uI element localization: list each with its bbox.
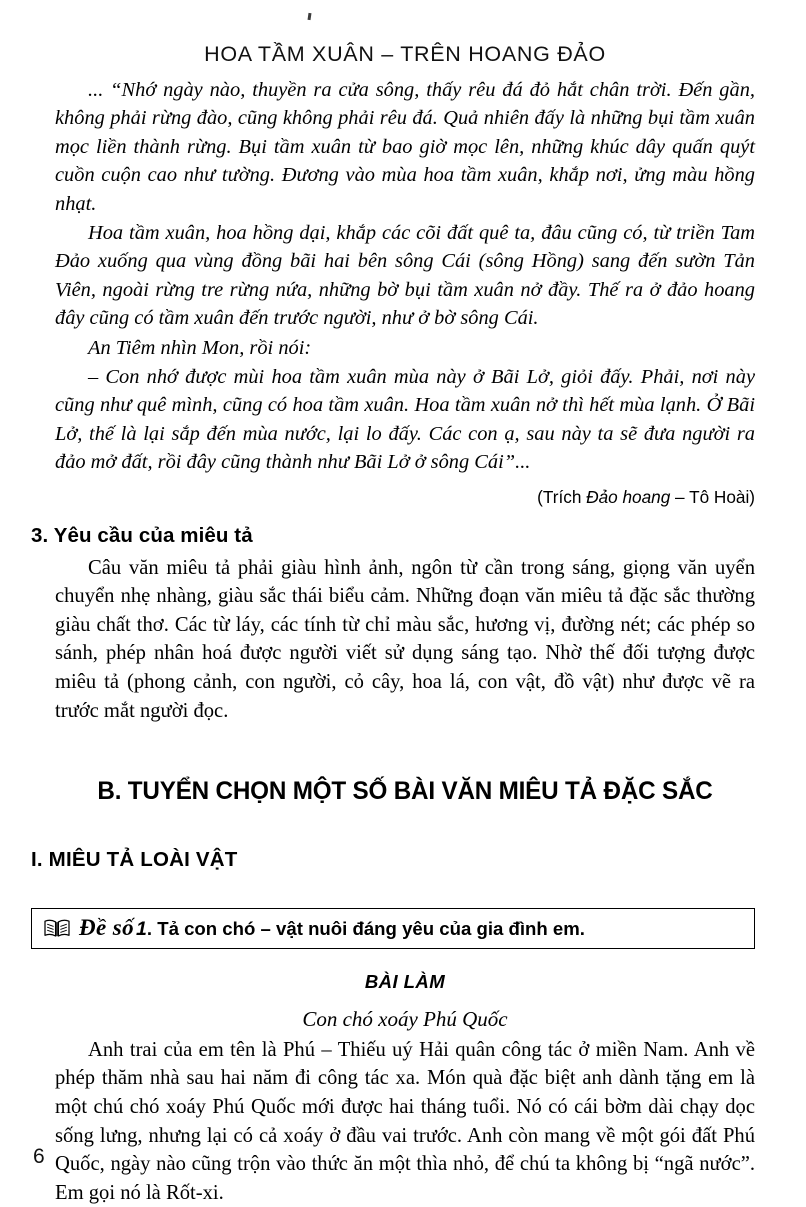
prompt-description: . Tả con chó – vật nuôi đáng yêu của gia đình em. [146,918,585,940]
attribution-work-title: Đảo hoang [586,486,671,507]
section-b-heading: B. TUYỂN CHỌN MỘT SỐ BÀI VĂN MIÊU TẢ ĐẶC SẮC [97,777,713,806]
prompt-number: 1 [136,918,147,941]
prompt-text [79,916,585,940]
essay-paragraph: Anh trai của em tên là Phú – Thiếu uý Hải quân công tác ở miền Nam. Anh về phép thăm nhà sau hai năm đi công tác xa. Món quà đặc biệt anh dành tặng em là một chú chó xoáy Phú Quốc mới được hai tháng tuổi. Nó có cái bờm dài chạy dọc sống lưng, nhưng lại có cả xoáy ở đầu vai trước. Anh còn mang về một gói đất Phú Quốc, ngày nào cũng trộn vào thức ăn một thìa nhỏ, để chú ta không bị “ngã nước”. Em gọi nó là Rốt-xi. [55,1038,755,1204]
essay-title: Con chó xoáy Phú Quốc [302,1006,508,1031]
excerpt-attribution [55,487,755,508]
attribution-prefix: (Trích [537,486,587,507]
excerpt-paragraph-3: An Tiêm nhìn Mon, rồi nói: [88,336,312,359]
attribution-suffix: – Tô Hoài) [670,486,755,507]
page-content [31,0,755,1207]
open-book-icon [44,919,70,938]
prompt-box [31,908,755,949]
section-b-subheading: I. MIÊU TẢ LOÀI VẬT [31,848,238,872]
excerpt-paragraph-4: – Con nhớ được mùi hoa tầm xuân mùa này ở Bãi Lở, giỏi đấy. Phải, nơi này cũng như quê mình, cũng có hoa tầm xuân. Hoa tầm xuân nở thì hết mùa lạnh. Ở Bãi Lở, thế là lại sắp đến mùa nước, lại lo đấy. Các con ạ, sau này ta sẽ đưa người ra đảo mở đất, rồi đây cũng thành như Bãi Lở ở sông Cái”... [55,366,755,474]
section-3-heading: 3. Yêu cầu của miêu tả [31,523,253,547]
excerpt-paragraph-1: ... “Nhớ ngày nào, thuyền ra cửa sông, thấy rêu đá đỏ hắt chân trời. Đến gần, không phải rừng đào, cũng không phải rêu đá. Quả nhiên đấy là những bụi tầm xuân mọc liền thành rừng. Bụi tầm xuân từ bao giờ mọc lên, những khúc dây quấn quýt cuồn cuộn cao như tường. Đương vào mùa hoa tầm xuân, khắp nơi, ửng màu hồng nhạt. [55,79,755,215]
excerpt-paragraph-2: Hoa tầm xuân, hoa hồng dại, khắp các cõi đất quê ta, đâu cũng có, từ triền Tam Đảo xuống qua vùng đồng bãi hai bên sông Cái (sông Hồng) sang đến sườn Tản Viên, ngoài rừng tre rừng nứa, những bờ bụi tầm xuân nở đầy. Thế ra ở đảo hoang đây cũng có tầm xuân đến trước người, như ở bờ sông Cái. [55,222,755,330]
bai-lam-heading: BÀI LÀM [364,970,446,992]
prompt-label: Đề số [79,915,135,941]
running-head: HOA TẦM XUÂN – TRÊN HOANG ĐẢO [204,42,606,66]
page-number: 6 [33,1145,45,1168]
section-3-paragraph: Câu văn miêu tả phải giàu hình ảnh, ngôn từ cần trong sáng, giọng văn uyển chuyển nhẹ nhàng, giàu sắc thái biểu cảm. Những đoạn văn miêu tả đặc sắc thường giàu chất thơ. Các từ láy, các tính từ chỉ màu sắc, hương vị, đường nét; các phép so sánh, phép nhân hoá được người viết sử dụng sáng tạo. Nhờ thế đối tượng được miêu tả (phong cảnh, con người, cỏ cây, hoa lá, con vật, đồ vật) như được vẽ ra trước mắt người đọc. [55,556,755,722]
